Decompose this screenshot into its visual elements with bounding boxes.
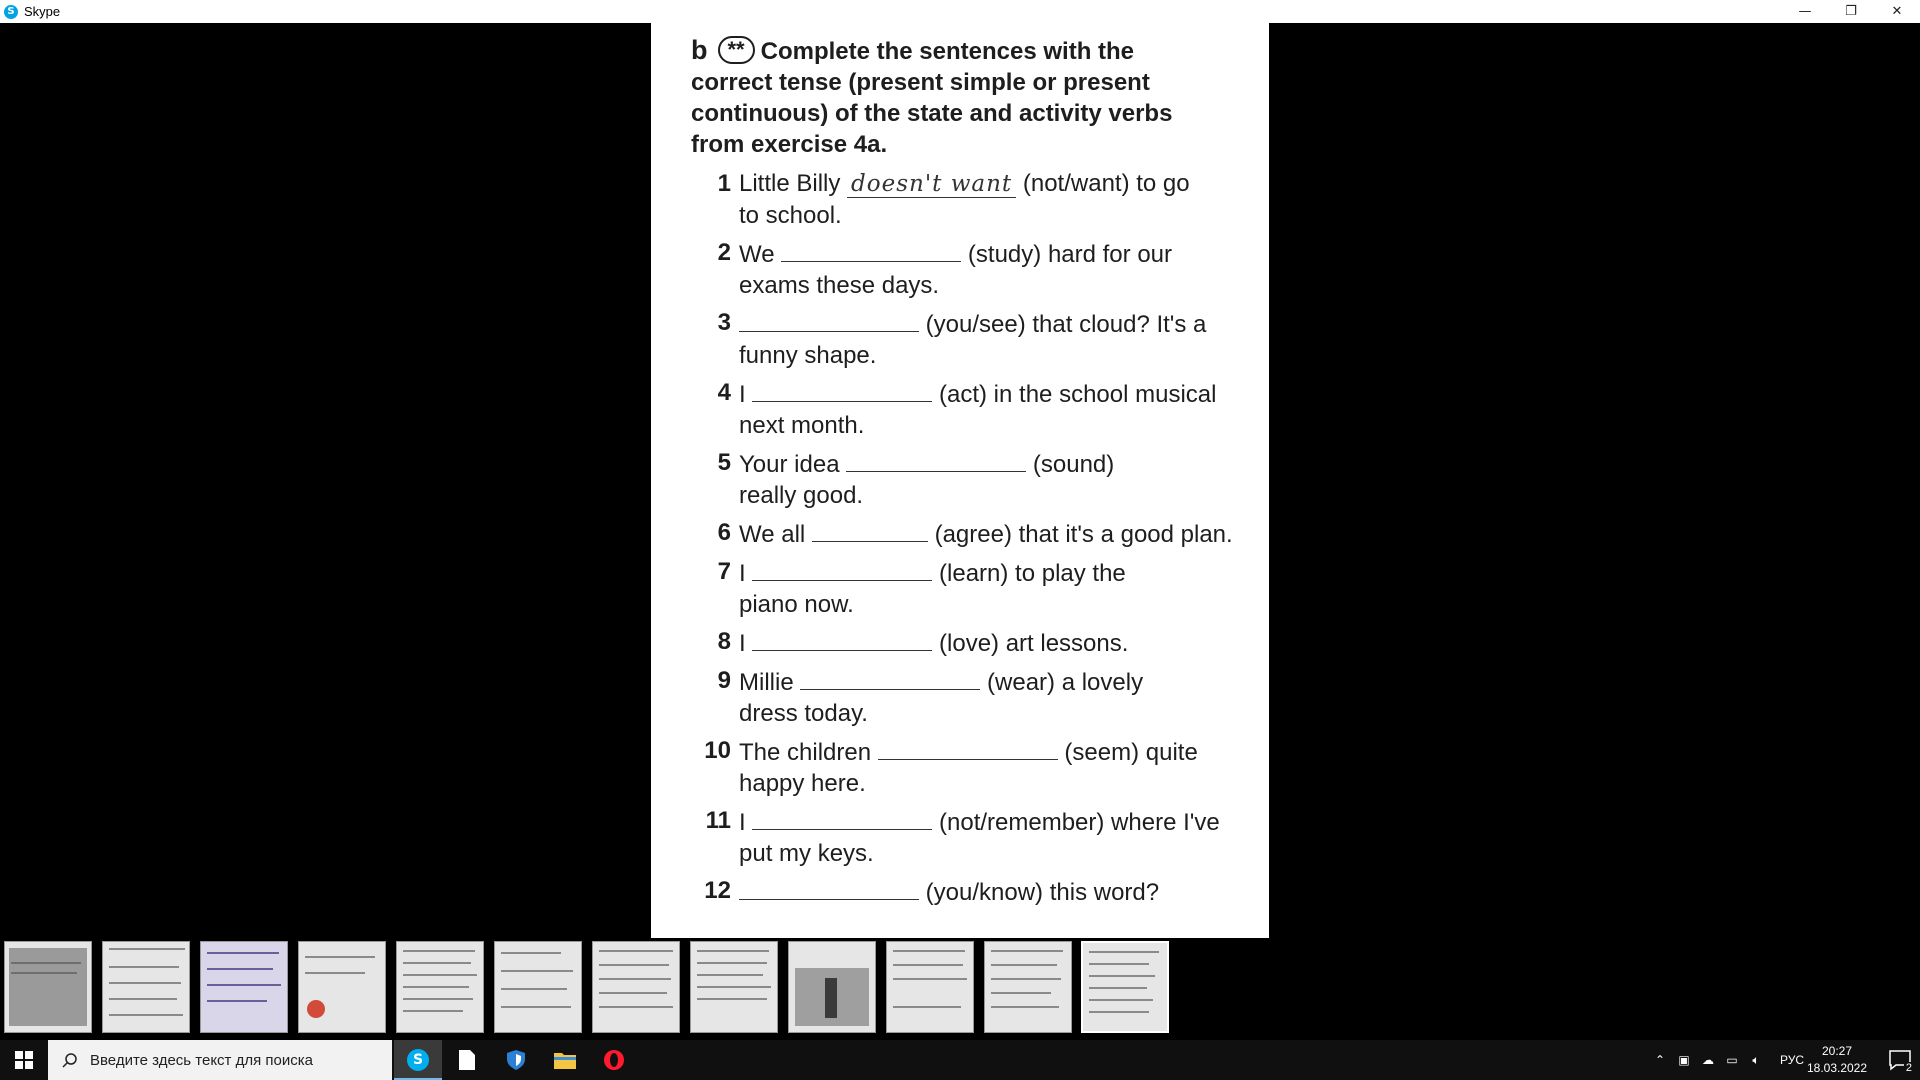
volume-icon[interactable]: 🔈︎ bbox=[1752, 1052, 1760, 1067]
answer-blank bbox=[800, 665, 980, 690]
windows-logo-icon bbox=[15, 1051, 33, 1069]
item-text: (love) art lessons. bbox=[939, 630, 1129, 657]
clock-time: 20:27 bbox=[1821, 1044, 1853, 1058]
exercise-content bbox=[691, 35, 1251, 914]
exercise-item bbox=[691, 237, 1251, 301]
gallery-thumbnail[interactable] bbox=[4, 941, 92, 1033]
item-text: to school. bbox=[739, 202, 842, 229]
item-number: 4 bbox=[717, 379, 731, 406]
answer-blank bbox=[752, 556, 932, 581]
item-text: exams these days. bbox=[739, 272, 940, 299]
opera-icon bbox=[603, 1049, 625, 1071]
clock[interactable] bbox=[1802, 1043, 1872, 1077]
document-icon bbox=[459, 1050, 475, 1070]
window-controls bbox=[1782, 0, 1920, 23]
taskbar-notepad[interactable] bbox=[443, 1040, 491, 1080]
answer-blank bbox=[752, 805, 932, 830]
notification-center-button[interactable] bbox=[1888, 1048, 1912, 1072]
gallery-thumbnail[interactable] bbox=[298, 941, 386, 1033]
item-text: We bbox=[739, 241, 775, 268]
item-text: (you/see) that cloud? It's a bbox=[925, 311, 1207, 338]
answer-blank bbox=[752, 626, 932, 651]
item-text: (agree) that it's a good plan. bbox=[934, 521, 1233, 548]
item-text: I bbox=[739, 560, 746, 587]
search-placeholder: Введите здесь текст для поиска bbox=[90, 1051, 313, 1069]
item-text: The children bbox=[739, 739, 872, 766]
item-number: 10 bbox=[704, 737, 731, 764]
item-number: 3 bbox=[717, 309, 731, 336]
taskbar-search-box[interactable] bbox=[48, 1040, 392, 1080]
item-text: Your idea bbox=[739, 451, 840, 478]
taskbar-defender[interactable] bbox=[492, 1040, 540, 1080]
answer-blank bbox=[878, 735, 1058, 760]
restore-button[interactable]: ❐ bbox=[1845, 4, 1857, 19]
exercise-item bbox=[691, 377, 1251, 441]
exercise-item bbox=[691, 447, 1251, 511]
exercise-item bbox=[691, 556, 1251, 620]
answer-blank bbox=[739, 875, 919, 900]
taskbar bbox=[0, 1040, 1920, 1080]
gallery-thumbnail[interactable] bbox=[788, 941, 876, 1033]
taskbar-file-explorer[interactable] bbox=[541, 1040, 589, 1080]
gallery-thumbnail[interactable] bbox=[690, 941, 778, 1033]
item-text: dress today. bbox=[739, 700, 868, 727]
item-number: 5 bbox=[717, 449, 731, 476]
start-button[interactable] bbox=[0, 1040, 48, 1080]
instruction-line: Complete the sentences with the bbox=[760, 38, 1135, 65]
gallery-thumbnail[interactable] bbox=[200, 941, 288, 1033]
item-text: next month. bbox=[739, 412, 865, 439]
item-number: 2 bbox=[717, 239, 731, 266]
exercise-item bbox=[691, 875, 1251, 908]
item-text: Millie bbox=[739, 669, 794, 696]
item-text: (learn) to play the bbox=[939, 560, 1126, 587]
instruction-line: continuous) of the state and activity verbs bbox=[691, 100, 1173, 127]
network-icon[interactable]: ▭ bbox=[1726, 1053, 1738, 1067]
gallery-thumbnail[interactable] bbox=[102, 941, 190, 1033]
answer-blank bbox=[739, 307, 919, 332]
taskbar-opera[interactable] bbox=[590, 1040, 638, 1080]
gallery-thumbnail[interactable] bbox=[592, 941, 680, 1033]
title-bar bbox=[0, 0, 1920, 23]
search-icon bbox=[62, 1052, 78, 1068]
exercise-item bbox=[691, 307, 1251, 371]
item-text: piano now. bbox=[739, 591, 854, 618]
exercise-heading bbox=[691, 35, 1251, 160]
gallery-thumbnail-active[interactable] bbox=[1081, 941, 1169, 1033]
answer-blank bbox=[781, 237, 961, 262]
onedrive-cloud-icon[interactable]: ☁ bbox=[1702, 1053, 1714, 1067]
item-text: funny shape. bbox=[739, 342, 877, 369]
shared-document-image[interactable] bbox=[651, 23, 1269, 938]
skype-icon: S bbox=[407, 1049, 429, 1071]
exercise-item bbox=[691, 735, 1251, 799]
item-number: 6 bbox=[717, 519, 731, 546]
item-text: happy here. bbox=[739, 770, 866, 797]
chevron-up-icon[interactable]: ⌃ bbox=[1654, 1053, 1666, 1067]
item-text: I bbox=[739, 381, 746, 408]
item-number: 12 bbox=[704, 877, 731, 904]
gallery-thumbnail[interactable] bbox=[494, 941, 582, 1033]
exercise-items bbox=[691, 168, 1251, 908]
gallery-thumbnail[interactable] bbox=[886, 941, 974, 1033]
gallery-thumbnail[interactable] bbox=[984, 941, 1072, 1033]
item-text: put my keys. bbox=[739, 840, 874, 867]
item-text: (study) hard for our bbox=[967, 241, 1173, 268]
item-text: really good. bbox=[739, 482, 864, 509]
exercise-letter: b bbox=[691, 35, 708, 65]
item-text: (wear) a lovely bbox=[987, 669, 1144, 696]
item-text: (act) in the school musical bbox=[939, 381, 1217, 408]
shield-icon bbox=[507, 1050, 525, 1070]
difficulty-stars: ** bbox=[718, 36, 755, 64]
item-text: (seem) quite bbox=[1064, 739, 1198, 766]
exercise-item bbox=[691, 805, 1251, 869]
answer-blank bbox=[752, 377, 932, 402]
item-number: 8 bbox=[717, 628, 731, 655]
minimize-button[interactable]: — bbox=[1798, 4, 1812, 19]
item-number: 11 bbox=[705, 807, 731, 834]
item-text: (not/remember) where I've bbox=[939, 809, 1220, 836]
meet-now-icon[interactable]: ▣ bbox=[1678, 1053, 1690, 1067]
language-indicator[interactable]: РУС bbox=[1780, 1053, 1805, 1067]
exercise-item bbox=[691, 665, 1251, 729]
gallery-thumbnail-strip bbox=[0, 941, 1920, 1037]
item-text: (not/want) to go bbox=[1022, 170, 1190, 197]
notification-count-badge: 2 bbox=[1905, 1062, 1912, 1074]
item-number: 7 bbox=[717, 558, 731, 585]
item-text: Little Billy bbox=[739, 170, 841, 197]
exercise-item bbox=[691, 517, 1251, 550]
close-button[interactable]: ✕ bbox=[1891, 4, 1903, 19]
skype-logo-icon: S bbox=[4, 5, 18, 19]
instruction-line: from exercise 4a. bbox=[691, 131, 888, 158]
item-text: I bbox=[739, 809, 746, 836]
clock-date: 18.03.2022 bbox=[1806, 1061, 1868, 1075]
answer-blank bbox=[846, 447, 1026, 472]
item-text: I bbox=[739, 630, 746, 657]
folder-icon bbox=[554, 1051, 576, 1069]
item-text: (sound) bbox=[1032, 451, 1115, 478]
exercise-item bbox=[691, 168, 1251, 231]
answer-blank bbox=[812, 517, 928, 542]
item-text: (you/know) this word? bbox=[925, 879, 1160, 906]
taskbar-skype[interactable] bbox=[394, 1040, 442, 1080]
instruction-line: correct tense (present simple or present bbox=[691, 69, 1150, 96]
item-text: We all bbox=[739, 521, 806, 548]
exercise-item bbox=[691, 626, 1251, 659]
system-tray bbox=[1648, 1040, 1804, 1080]
handwritten-answer: doesn't want bbox=[847, 171, 1016, 198]
window-title: Skype bbox=[24, 4, 61, 19]
item-number: 1 bbox=[717, 170, 731, 197]
item-number: 9 bbox=[717, 667, 731, 694]
gallery-thumbnail[interactable] bbox=[396, 941, 484, 1033]
